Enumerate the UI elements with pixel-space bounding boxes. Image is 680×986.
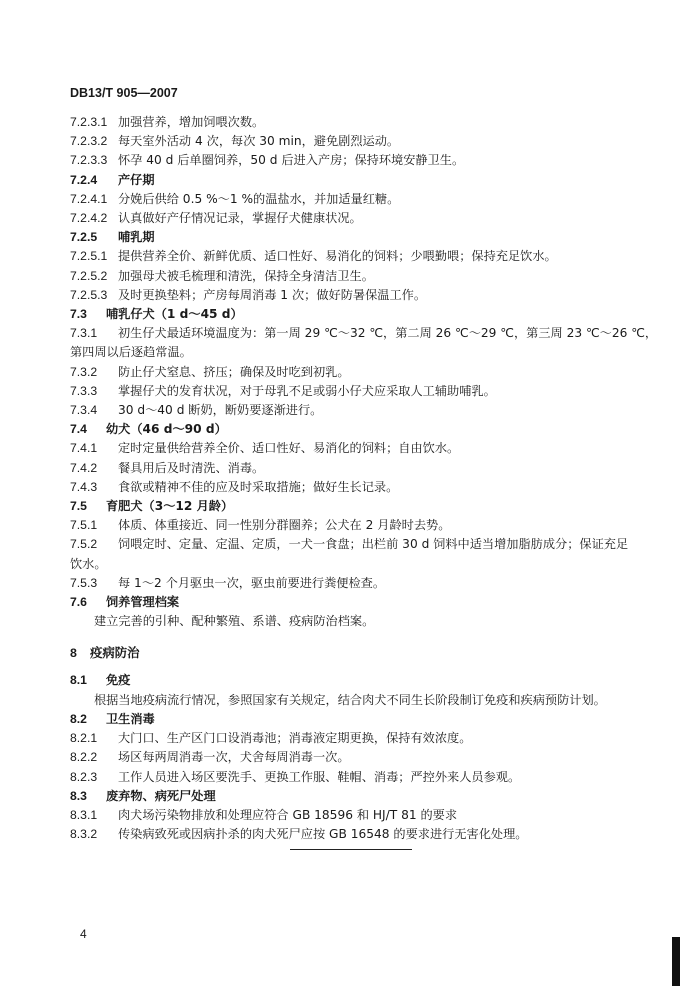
subsection-heading [70,305,622,324]
section-8-number: 8 [70,646,77,661]
text-line [70,825,622,844]
text-line [70,768,622,787]
clause-number: 7.6 [70,595,87,610]
clause-number: 8.3.1 [70,807,98,822]
clause-text: 初生仔犬最适环境温度为：第一周 29 ℃～32 ℃，第二周 26 ℃～29 ℃，第三周 23 ℃～26 ℃， [118,326,658,341]
clause-number: 7.2.5 [70,230,98,245]
section-8-heading [70,643,622,663]
text-line [70,382,622,401]
clause-text: 肉犬场污染物排放和处理应符合 GB 18596 和 HJ/T 81 的要求 [118,807,458,822]
clause-text: 哺乳仔犬（1 d～45 d） [106,307,243,322]
clause-text: 传染病致死或因病扑杀的肉犬死尸应按 GB 16548 的要求进行无害化处理。 [118,827,528,842]
text-line [70,132,622,151]
clause-number: 7.5.3 [70,575,98,590]
clause-text: 幼犬（46 d～90 d） [106,422,227,437]
text-line [70,267,622,286]
text-line [70,439,622,458]
subsection-heading [70,228,622,247]
clause-text: 体质、体重接近、同一性别分群圈养；公犬在 2 月龄时去势。 [118,518,451,533]
clause-text: 饲养管理档案 [106,595,180,610]
clause-text: 加强母犬被毛梳理和清洗，保持全身清洁卫生。 [118,268,374,283]
subsection-heading [70,787,622,806]
text-line [70,151,622,170]
clause-number: 7.2.3.1 [70,115,108,129]
clause-text: 哺乳期 [118,230,155,245]
section-8-block [70,671,622,844]
subsection-heading [70,171,622,190]
clause-number: 7.3 [70,307,87,322]
standard-code-header: DB13/T 905—2007 [70,86,178,100]
text-line [70,209,622,228]
subsection-heading [70,671,622,690]
subsection-heading [70,593,622,612]
text-line [70,516,622,535]
clause-number: 8.1 [70,673,87,688]
clause-text: 提供营养全价、新鲜优质、适口性好、易消化的饲料；少喂勤喂；保持充足饮水。 [118,249,557,264]
text-line [70,247,622,266]
clause-number: 7.2.4.1 [70,191,108,206]
clause-text: 定时定量供给营养全价、适口性好、易消化的饲料；自由饮水。 [118,441,460,456]
text-line [70,343,622,362]
clause-text: 食欲或精神不佳的应及时采取措施；做好生长记录。 [118,479,399,494]
document-body [70,113,658,844]
clause-number: 8.2.3 [70,769,98,784]
subsection-heading [70,710,622,729]
clause-text: 免疫 [106,673,131,688]
clause-text: 及时更换垫料；产房每周消毒 1 次；做好防暑保温工作。 [118,287,427,302]
clause-number: 8.2.1 [70,731,98,746]
clause-number: 7.5 [70,499,87,514]
text-line [70,729,622,748]
clause-number: 8.2 [70,711,87,726]
clause-number: 7.2.5.3 [70,287,108,302]
clause-text: 每 1～2 个月驱虫一次，驱虫前要进行粪便检查。 [118,575,386,590]
clause-number: 7.2.3.2 [70,134,108,149]
clause-text: 育肥犬（3～12 月龄） [106,499,234,514]
clause-number: 7.4.3 [70,479,98,494]
end-rule [290,849,412,850]
clause-text: 产仔期 [118,172,155,187]
clause-text: 建立完善的引种、配种繁殖、系谱、疫病防治档案。 [94,614,375,629]
section-8-title: 疫病防治 [90,645,140,661]
text-line [70,691,622,710]
clause-text: 加强营养，增加饲喂次数。 [118,115,265,129]
clause-text: 餐具用后及时清洗、消毒。 [118,460,265,475]
text-line [70,806,622,825]
text-line [70,535,629,554]
clause-number: 7.4 [70,422,87,437]
text-line [70,363,622,382]
text-line [70,113,622,132]
clause-text: 30 d～40 d 断奶，断奶要逐渐进行。 [118,403,323,418]
section-7-block [70,113,658,631]
clause-number: 8.3.2 [70,827,98,842]
text-line [70,324,658,343]
clause-number: 8.3 [70,788,87,803]
clause-number: 7.5.1 [70,518,98,533]
clause-number: 7.5.2 [70,537,98,552]
text-line [70,459,622,478]
text-line [70,401,622,420]
text-line [70,190,622,209]
clause-number: 7.2.5.1 [70,249,108,264]
clause-text: 每天室外活动 4 次，每次 30 min，避免剧烈运动。 [118,134,400,149]
clause-text: 怀孕 40 d 后单圈饲养，50 d 后进入产房；保持环境安静卫生。 [118,153,465,168]
clause-number: 7.2.4 [70,172,98,187]
clause-text: 掌握仔犬的发育状况，对于母乳不足或弱小仔犬应采取人工辅助哺乳。 [118,383,496,398]
clause-number: 7.2.3.3 [70,153,108,168]
clause-text: 废弃物、病死尸处理 [106,788,216,803]
clause-number: 7.2.5.2 [70,268,108,283]
text-line [70,748,622,767]
clause-number: 7.4.1 [70,441,98,456]
clause-number: 7.2.4.2 [70,211,108,226]
text-line [70,574,622,593]
text-line [70,612,622,631]
subsection-heading [70,497,622,516]
clause-number: 7.3.3 [70,383,98,398]
text-line [70,286,622,305]
clause-text: 工作人员进入场区要洗手、更换工作服、鞋帽、消毒；严控外来人员参观。 [118,769,521,784]
clause-text: 场区每两周消毒一次，犬舍每周消毒一次。 [118,750,350,765]
clause-number: 7.3.4 [70,403,98,418]
page-edge-tab [672,937,680,986]
clause-text: 第四周以后逐趋常温。 [70,345,192,360]
clause-number: 7.4.2 [70,460,98,475]
page-number: 4 [80,927,87,941]
clause-number: 8.2.2 [70,750,98,765]
clause-number: 7.3.2 [70,364,98,379]
clause-text: 大门口、生产区门口设消毒池；消毒液定期更换，保持有效浓度。 [118,731,472,746]
clause-text: 饮水。 [70,556,107,571]
clause-text: 饲喂定时、定量、定温、定质，一犬一食盘；出栏前 30 d 饲料中适当增加脂肪成分；保证充足 [118,537,629,552]
clause-text: 防止仔犬窒息、挤压；确保及时吃到初乳。 [118,364,350,379]
text-line [70,478,622,497]
clause-text: 分娩后供给 0.5 %～1 %的温盐水，并加适量红糖。 [118,191,400,206]
clause-number: 7.3.1 [70,326,98,341]
subsection-heading [70,420,622,439]
clause-text: 认真做好产仔情况记录，掌握仔犬健康状况。 [118,211,362,226]
text-line [70,555,622,574]
clause-text: 根据当地疫病流行情况，参照国家有关规定，结合肉犬不同生长阶段制订免疫和疾病预防计划。 [94,692,606,707]
clause-text: 卫生消毒 [106,711,155,726]
